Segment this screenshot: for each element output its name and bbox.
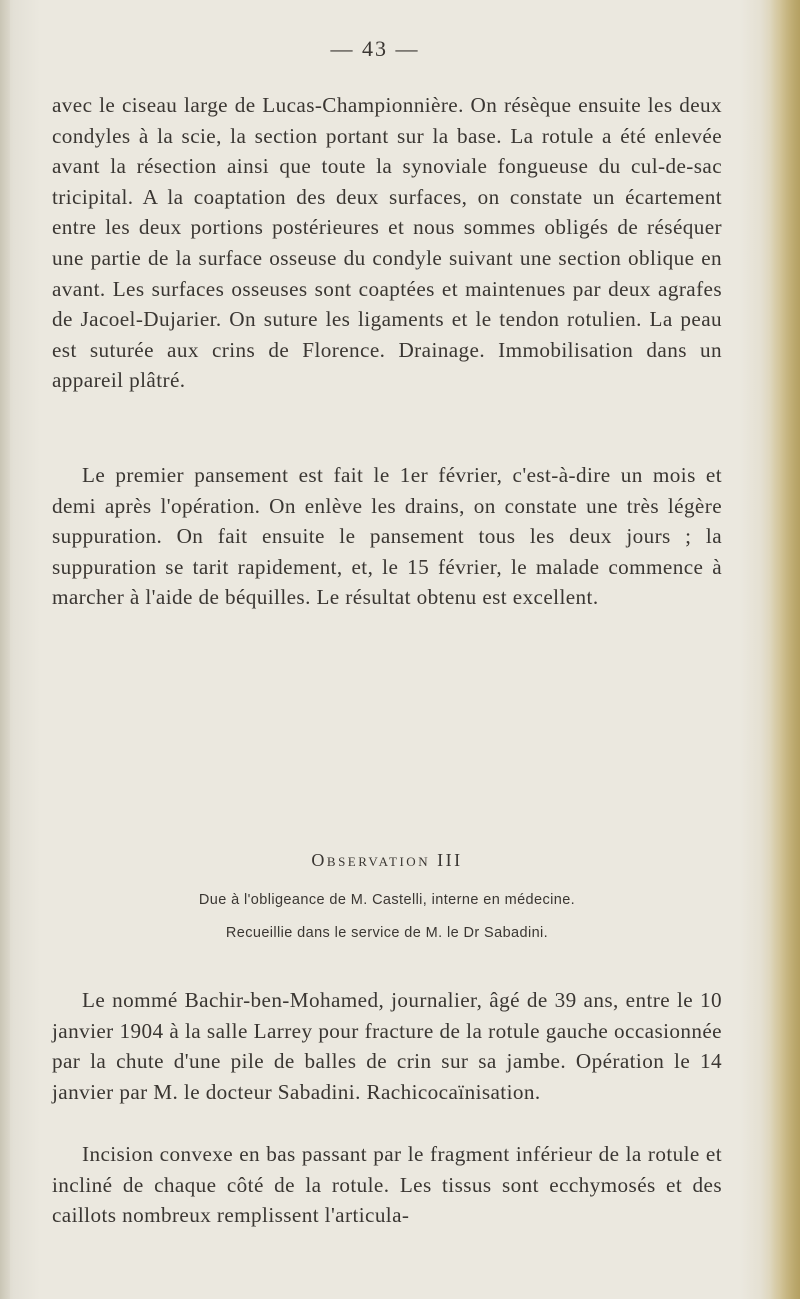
page-left-edge: [0, 0, 10, 1299]
page-number: — 43 —: [330, 36, 420, 61]
observation-credit-line1: Due à l'obligeance de M. Castelli, interne en médecine.: [198, 892, 576, 908]
paragraph-patient-history: Le nommé Bachir-ben-Mohamed, journalier, âgé de 39 ans, entre le 10 janvier 1904 à la salle Larrey pour fracture de la rotule gauche occasionnée par la chute d'une pile de balles de crin sur sa jambe. Opération le 14 janvier par M. le docteur Sabadini. Rachicocaïnisation.: [52, 988, 722, 1104]
paragraph-surgery-continuation: avec le ciseau large de Lucas-Championnière. On résèque ensuite les deux condyles à la scie, la section portant sur la base. La rotule a été enlevée avant la résection ainsi que toute la synoviale fongueuse du cul-de-sac tricipital. A la coaptation des deux surfaces, on constate un écartement entre les deux portions postérieures et nous sommes obligés de réséquer une partie de la surface osseuse du condyle suivant une section oblique en avant. Les surfaces osseuses sont coaptées et maintenues par deux agrafes de Jacoel-Dujarier. On suture les ligaments et le tendon rotulien. La peau est suturée aux crins de Florence. Drainage. Immobilisation dans un appareil plâtré.: [52, 93, 722, 393]
paragraph-postoperative: Le premier pansement est fait le 1er février, c'est-à-dire un mois et demi après l'opération. On enlève les drains, on constate une très légère suppuration. On fait ensuite le pansement tous les deux jours ; la suppuration se tarit rapidement, et, le 15 février, le malade commence à marcher à l'aide de béquilles. Le résultat obtenu est excellent.: [52, 463, 722, 610]
observation-title: Observation III: [311, 850, 463, 870]
paragraph-incision: Incision convexe en bas passant par le fragment inférieur de la rotule et incliné de chaque côté de la rotule. Les tissus sont ecchymosés et des caillots nombreux remplissent l'articula-: [52, 1142, 722, 1228]
observation-credit-line2: Recueillie dans le service de M. le Dr Sabadini.: [225, 925, 549, 941]
page-right-edge: [760, 0, 800, 1299]
